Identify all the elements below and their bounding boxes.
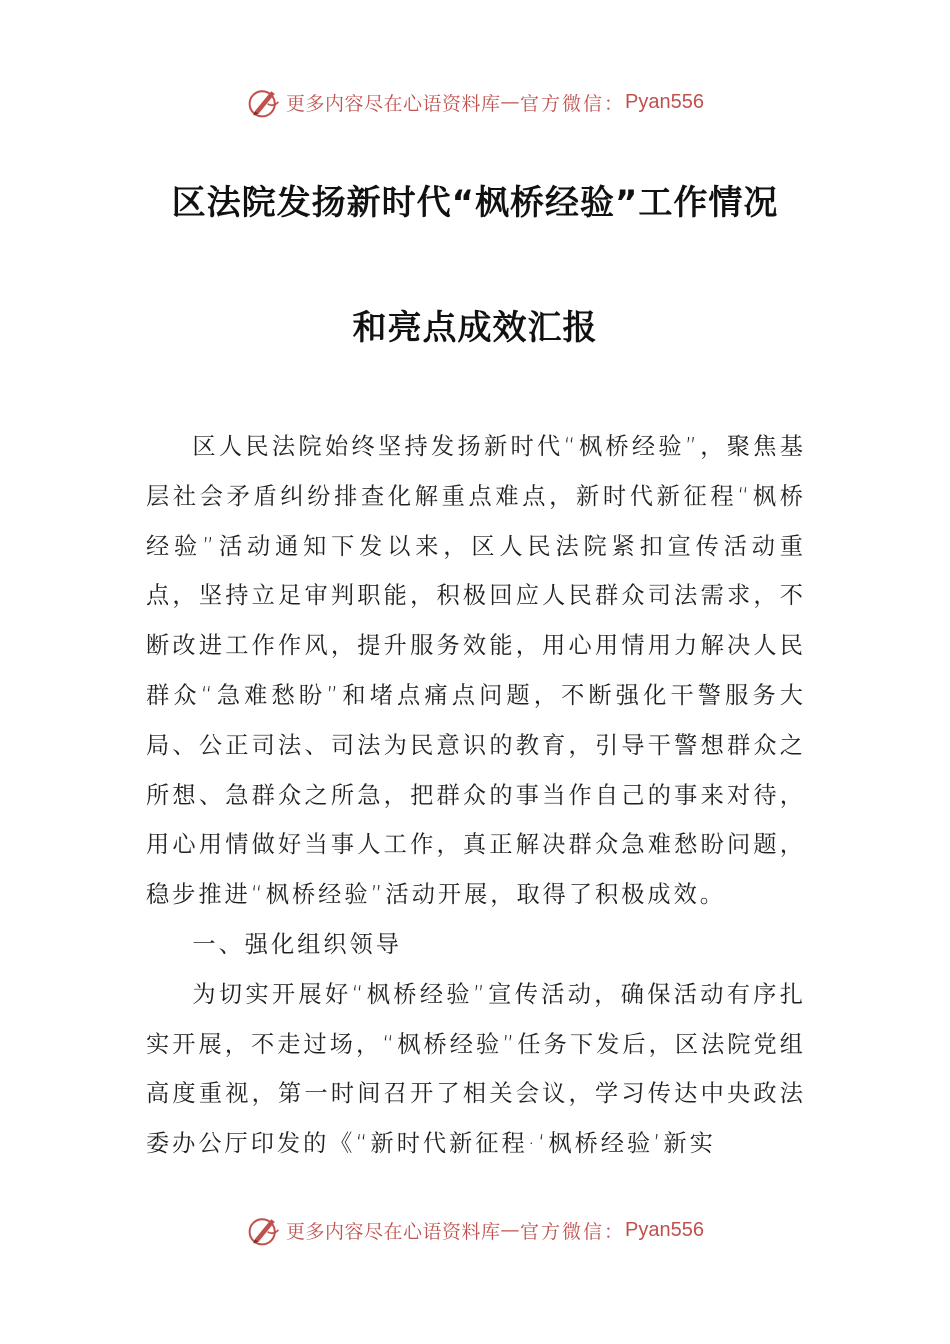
watermark-header bbox=[0, 82, 950, 122]
section-1-paragraph: 为切实开展好“枫桥经验”宣传活动，确保活动有序扎实开展，不走过场，“枫桥经验”任务下发后，区法院党组高度重视，第一时间召开了相关会议，学习传达中央政法委办公厅印发的《“新时代新征程·‘枫桥经验’新实 bbox=[146, 980, 806, 1158]
pen-logo-icon bbox=[246, 84, 282, 120]
document-body bbox=[146, 422, 806, 1169]
watermark-wechat-id: Pyan556 bbox=[625, 90, 704, 113]
document-title-line1: 区法院发扬新时代“枫桥经验”工作情况 bbox=[171, 183, 779, 223]
watermark-wechat-label: 官方微信： bbox=[520, 1220, 626, 1243]
pen-logo-icon bbox=[246, 1212, 282, 1248]
watermark-dash: — bbox=[500, 91, 521, 113]
watermark-text: 更多内容尽在心语资料库 bbox=[286, 92, 501, 115]
document-title-line2: 和亮点成效汇报 bbox=[352, 308, 598, 348]
watermark-wechat-label: 官方微信： bbox=[520, 92, 626, 115]
intro-paragraph: 区人民法院始终坚持发扬新时代“枫桥经验”，聚焦基层社会矛盾纠纷排查化解重点难点，新时代新征程“枫桥经验”活动通知下发以来，区人民法院紧扣宣传活动重点，坚持立足审判职能，积极回应人民群众司法需求，不断改进工作作风，提升服务效能，用心用情用力解决人民群众“急难愁盼”和堵点痛点问题，不断强化干警服务大局、公正司法、司法为民意识的教育，引导干警想群众之所想、急群众之所急，把群众的事当作自己的事来对待，用心用情做好当事人工作，真正解决群众急难愁盼问题，稳步推进“枫桥经验”活动开展，取得了积极成效。 bbox=[146, 433, 806, 909]
section-heading-1: 一、强化组织领导 bbox=[192, 930, 402, 958]
watermark-footer bbox=[0, 1210, 950, 1250]
watermark-text: 更多内容尽在心语资料库 bbox=[286, 1220, 501, 1243]
watermark-dash: — bbox=[500, 1219, 521, 1241]
watermark-wechat-id: Pyan556 bbox=[625, 1218, 704, 1241]
